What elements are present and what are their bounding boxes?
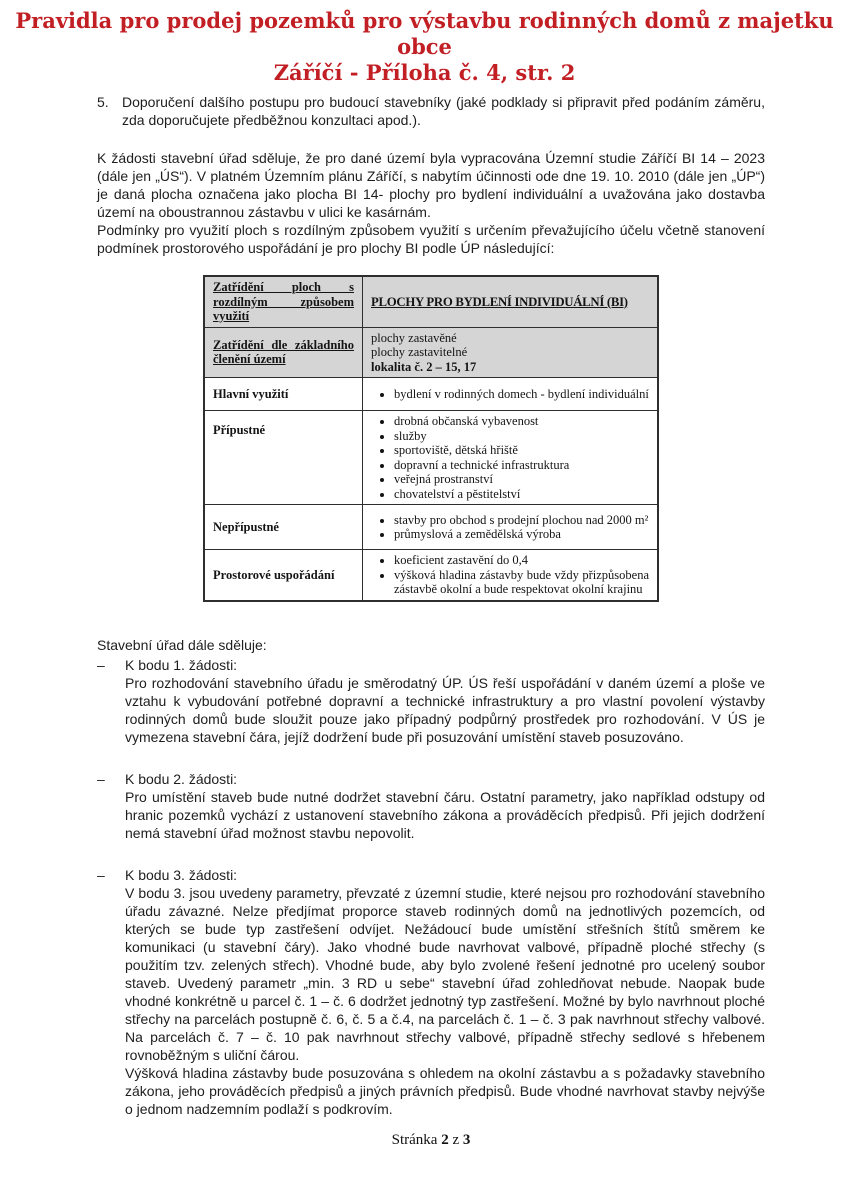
item-text: Doporučení dalšího postupu pro budoucí stavebníky (jaké podklady si připravit před podáním záměru, zda doporučujete předběžnou konzultaci apod.). [122,94,765,128]
document-body [97,93,765,1149]
table-cell-pripustne-value [363,411,659,505]
dash-marker: – [97,656,105,673]
bullet-item: • koeficient zastavění do 0,4 [394,553,649,568]
footer-label: Stránka [391,1131,438,1148]
dash-item-k-bodu-3 [97,866,765,1118]
footer-of: z [452,1131,460,1148]
dash-item-k-bodu-1 [97,656,765,746]
intro-paragraph-1: K žádosti stavební úřad sděluje, že pro dané území byla vypracována Územní studie Záříčí BI 14 – 2023 (dále jen „ÚS“). V platném Územním plánu Záříčí, s nabytím účinnosti ode dne 19. 10. 2010 (dále jen „ÚP“) je daná plocha označena jako plocha BI 14- plochy pro bydlení individuální a uvažována jako dostavba území na oboustrannou zástavbu v ulici ke kasárnám. [97,150,765,220]
bullet-item: • dopravní a technické infrastruktura [394,458,649,473]
dash-item-k-bodu-2 [97,770,765,842]
dash-content [125,866,765,1118]
table-cell-prostorove-value [363,550,659,601]
intro-paragraph-2: Podmínky pro využití ploch s rozdílným způsobem využití s určením převažujícího účelu včetně stanovení podmínek prostorového uspořádání je pro plochy BI podle ÚP následující: [97,222,765,256]
table-cell-zatrideni-value [363,327,659,378]
page-footer [97,1132,765,1149]
bullet-item: • veřejná prostranství [394,472,649,487]
bullet-item: • výšková hladina zástavby bude vždy přizpůsobena zástavbě okolní a bude respektovat okolní krajinu [394,568,649,597]
footer-page-number: 2 [441,1131,449,1148]
land-use-table [203,275,659,602]
table-cell-nepripustne-label: Nepřípustné [204,505,363,550]
bullet-list [371,414,649,501]
dash-marker: – [97,770,105,787]
table-cell-plochy-header: PLOCHY PRO BYDLENÍ INDIVIDUÁLNÍ (BI) [363,276,659,327]
dash-label: K bodu 3. žádosti: [125,866,238,883]
table-header-row [204,276,658,327]
table-cell-hlavni-label: Hlavní využití [204,378,363,411]
table-cell-prostorove-label: Prostorové uspořádání [204,550,363,601]
bullet-item: • bydlení v rodinných domech - bydlení individuální [394,387,649,402]
bullet-item: • chovatelství a pěstitelství [394,487,649,502]
dash-paragraph: V bodu 3. jsou uvedeny parametry, převzaté z územní studie, které nejsou pro rozhodování stavebního úřadu závazné. Nelze předjímat proporce staveb rodinných domů na jednotlivých pozemcích, od kterých se bude typ zastřešení odvíjet. Nežádoucí bude umístění střešních štítů směrem ke komunikaci (u stavební čáry). Jako vhodné bude navrhovat valbové, případně ploché střechy (s použitím tzv. zelených střech). Vhodné bude, aby bylo zvolené řešení jednotné pro ucelený soubor staveb. Uvedený parametr „min. 3 RD u sebe“ stavební úřad zohledňovat nebude. Naopak bude vhodné konkrétně u parcel č. 1 – č. 6 dodržet jednotný typ zastřešení. Možné by bylo navrhnout ploché střechy na parcelách postupně č. 6, č. 5 a č.4, na parcelách č. 1 – č. 3 pak navrhnout střechy valbové. Na parcelách č. 7 – č. 10 pak navrhnout střechy valbové, případně střechy sedlové s hřebenem rovnoběžným s uliční čárou. [125,884,765,1063]
bullet-list [371,553,649,597]
table-cell-pripustne-label: Přípustné [204,411,363,505]
table-cell-zatrideni-label: Zatřídění dle základního členění území [204,327,363,378]
bullet-item: • sportoviště, dětská hřiště [394,443,649,458]
lead-line: Stavební úřad dále sděluje: [97,636,267,653]
dash-paragraph: Výšková hladina zástavby bude posuzována s ohledem na okolní zástavbu a s požadavky stavebního zákona, jeho prováděcích předpisů a jiných právních předpisů. Bude vhodné navrhovat stavby nejvýše o jednom nadzemním podlaží s podkrovím. [125,1064,765,1117]
dash-paragraph: Pro rozhodování stavebního úřadu je směrodatný ÚP. ÚS řeší uspořádání v daném území a ploše ve vztahu k vybudování potřebné dopravní a technické infrastruktury a pro vlastní povolení výstavby rodinných domů bude sloužit pouze jako případný podpůrný prostředek pro rozhodování. V ÚS je vymezena stavební čára, jejíž dodržení bude při posuzování umístění staveb posuzováno. [125,674,765,745]
table-cell-classification: Zatřídění ploch s rozdílným způsobem využití [204,276,363,327]
table-cell-hlavni-value [363,378,659,411]
bullet-item: • služby [394,429,649,444]
table-line: plochy zastavitelné [371,345,468,359]
dash-content [125,656,765,746]
title-line-2: Záříčí - Příloha č. 4, str. 2 [273,60,576,85]
table-line: lokalita č. 2 – 15, 17 [371,359,477,374]
title-line-1: Pravidla pro prodej pozemků pro výstavbu rodinných domů z majetku obce [15,8,834,59]
numbered-item-5 [97,93,765,129]
bullet-list [371,513,649,542]
table-row-hlavni-vyuziti [204,378,658,411]
dash-label: K bodu 1. žádosti: [125,656,238,673]
table-row-nepripustne [204,505,658,550]
bullet-item: • průmyslová a zemědělská výroba [394,527,649,542]
dash-content [125,770,765,842]
table-row-zatrideni [204,327,658,378]
bullet-item: • stavby pro obchod s prodejní plochou nad 2000 m² [394,513,649,528]
footer-total-pages: 3 [462,1131,471,1148]
dash-marker: – [97,866,105,883]
bullet-list [371,387,649,402]
bullet-item: • drobná občanská vybavenost [394,414,649,429]
dash-label: K bodu 2. žádosti: [125,770,238,787]
item-number: 5. [97,94,109,110]
dash-paragraph: Pro umístění staveb bude nutné dodržet stavební čáru. Ostatní parametry, jako například odstupy od hranic pozemků vychází z ustanovení stavebního zákona a prováděcích předpisů. Při jejich dodržení nemá stavební úřad možnost stavbu nepovolit. [125,788,765,841]
table-cell-nepripustne-value [363,505,659,550]
document-title [0,0,849,86]
table-line: plochy zastavěné [371,330,457,345]
table-row-prostorove [204,550,658,601]
table-row-pripustne [204,411,658,505]
